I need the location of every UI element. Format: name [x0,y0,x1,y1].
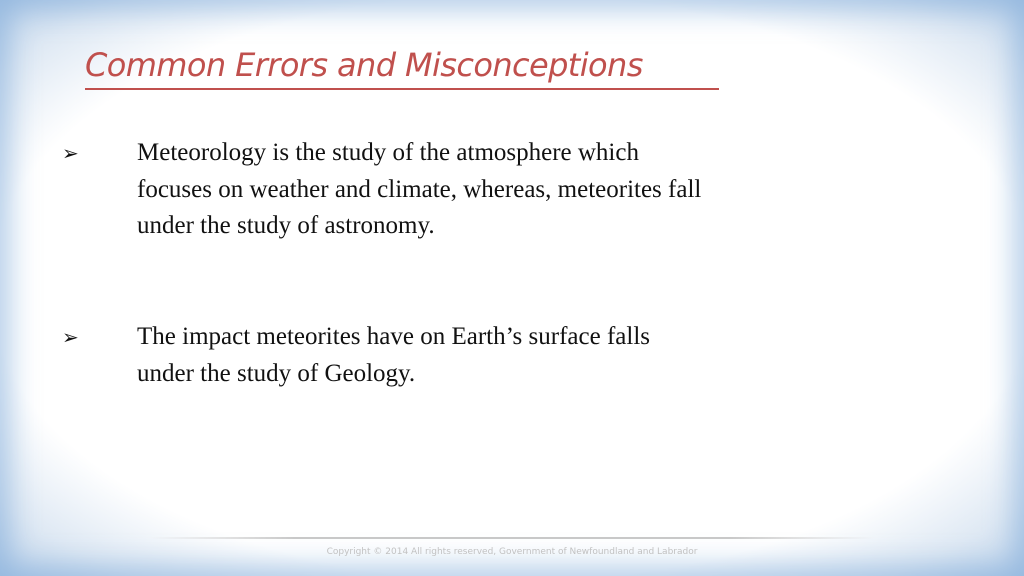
bullet-text: The impact meteorites have on Earth’s surface falls under the study of Geology. [137,323,650,387]
slide-title: Common Errors and Misconceptions [85,46,643,84]
copyright-footer: Copyright © 2014 All rights reserved, Government of Newfoundland and Labrador [326,547,698,557]
title-underline [85,88,719,90]
footer-divider [150,537,874,539]
bullet-item [62,135,702,245]
arrowhead-bullet-icon: ➢ [62,325,79,349]
arrowhead-bullet-icon: ➢ [62,141,79,165]
bullet-item [62,319,702,392]
bullet-text: Meteorology is the study of the atmosphere which focuses on weather and climate, whereas, meteorites fall under the study of astronomy. [137,139,702,239]
